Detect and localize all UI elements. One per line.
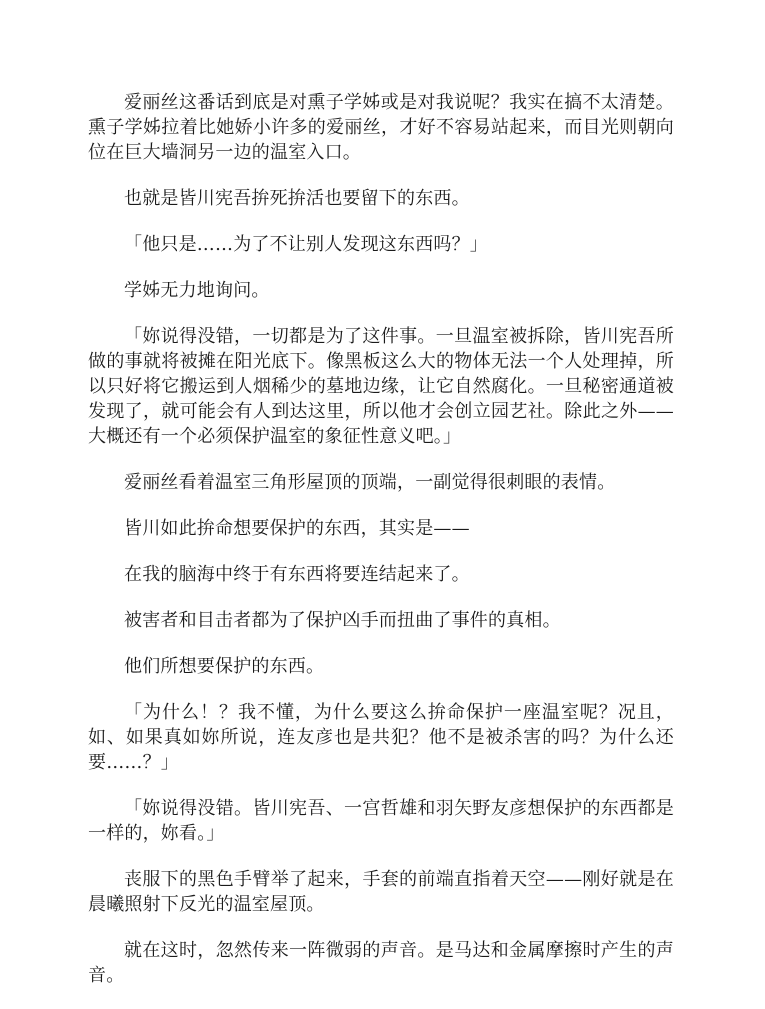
paragraph: 皆川如此拚命想要保护的东西，其实是—— bbox=[124, 518, 470, 539]
paragraph: 「他只是……为了不让别人发现这东西吗？」 bbox=[124, 234, 488, 255]
paragraph: 在我的脑海中终于有东西将要连结起来了。 bbox=[124, 564, 470, 585]
paragraph: 「妳说得没错。皆川宪吾、一宫哲雄和羽矢野友彦想保护的东西都是一样的，妳看。」 bbox=[88, 798, 674, 844]
paragraph: 「妳说得没错，一切都是为了这件事。一旦温室被拆除，皆川宪吾所做的事就将被摊在阳光底下。像黑板这么大的物体无法一个人处理掉，所以只好将它搬运到人烟稀少的墓地边缘，让它自然腐化。一旦秘密通道被发现了，就可能会有人到达这里，所以他才会创立园艺社。除此之外——大概还有一个必须保护温室的象征性意义吧。」 bbox=[88, 326, 674, 447]
paragraph: 就在这时，忽然传来一阵微弱的声音。是马达和金属摩擦时产生的声音。 bbox=[88, 940, 674, 986]
paragraph: 丧服下的黑色手臂举了起来，手套的前端直指着天空——刚好就是在晨曦照射下反光的温室屋顶。 bbox=[88, 869, 674, 915]
paragraph: 也就是皆川宪吾拚死拚活也要留下的东西。 bbox=[124, 188, 470, 209]
paragraph: 「为什么！？我不懂，为什么要这么拚命保护一座温室呢？况且，如、如果真如妳所说，连友彦也是共犯？他不是被杀害的吗？为什么还要……？」 bbox=[88, 702, 674, 773]
paragraph: 被害者和目击者都为了保护凶手而扭曲了事件的真相。 bbox=[124, 610, 561, 631]
paragraph: 爱丽丝这番话到底是对熏子学姊或是对我说呢？我实在搞不太清楚。熏子学姊拉着比她娇小许多的爱丽丝，才好不容易站起来，而目光则朝向位在巨大墙洞另一边的温室入口。 bbox=[88, 92, 674, 163]
paragraph: 学姊无力地询问。 bbox=[124, 280, 270, 301]
paragraph: 爱丽丝看着温室三角形屋顶的顶端，一副觉得很刺眼的表情。 bbox=[124, 472, 616, 493]
paragraph: 他们所想要保护的东西。 bbox=[124, 656, 325, 677]
document-page bbox=[88, 90, 674, 1009]
